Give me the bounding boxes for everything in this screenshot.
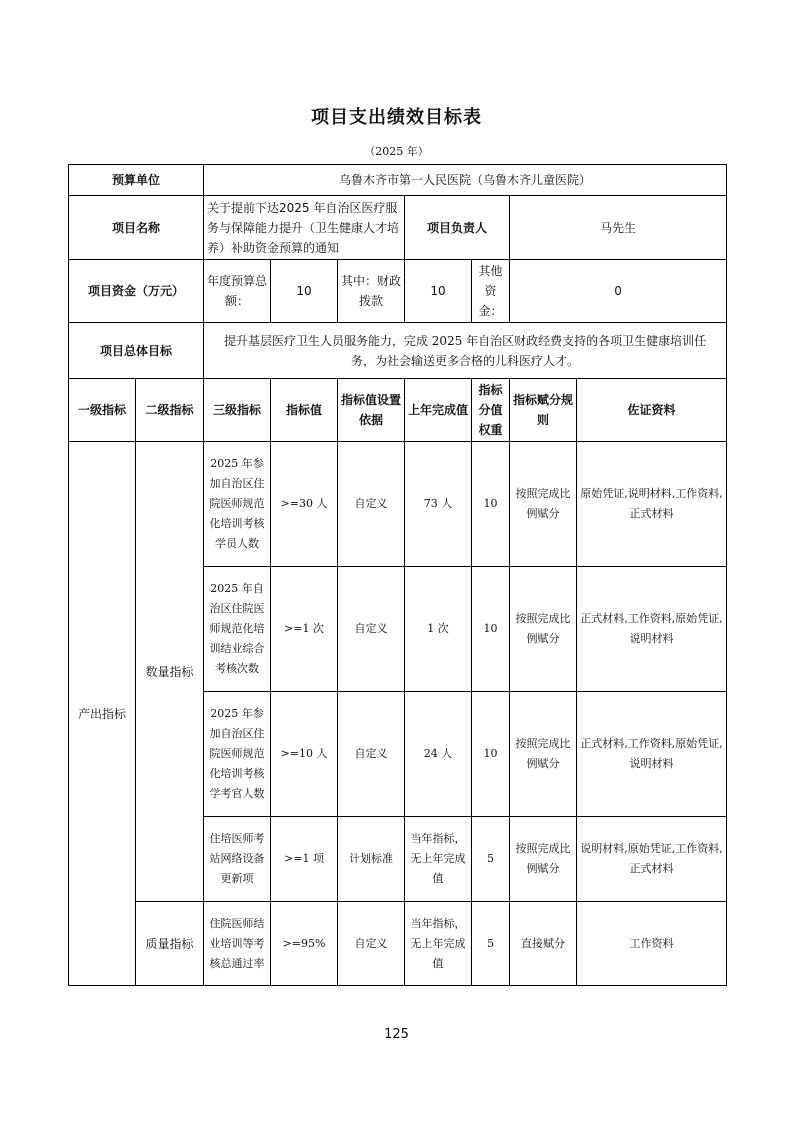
- header-level1: 一级指标: [69, 379, 136, 442]
- indicator-name: 住院医师结业培训等考核总通过率: [204, 902, 271, 986]
- budget-unit-label: 预算单位: [69, 165, 204, 196]
- header-last-year: 上年完成值: [405, 379, 472, 442]
- project-name-value: 关于提前下达2025 年自治区医疗服务与保障能力提升（卫生健康人才培养）补助资金预算的通知: [204, 196, 405, 260]
- indicator-last-year: 73 人: [405, 442, 472, 567]
- indicator-evidence: 正式材料,工作资料,原始凭证,说明材料: [577, 567, 727, 692]
- indicator-value: >=10 人: [271, 692, 338, 817]
- indicator-rule: 按照完成比例赋分: [510, 692, 577, 817]
- header-level2: 二级指标: [136, 379, 204, 442]
- header-value: 指标值: [271, 379, 338, 442]
- indicator-basis: 自定义: [338, 442, 405, 567]
- header-weight: 指标分值权重: [472, 379, 510, 442]
- indicator-basis: 自定义: [338, 567, 405, 692]
- page-title: 项目支出绩效目标表: [311, 107, 482, 128]
- project-leader-value: 马先生: [510, 196, 727, 260]
- indicator-rule: 按照完成比例赋分: [510, 817, 577, 902]
- indicator-name: 2025 年参加自治区住院医师规范化培训考核学考官人数: [204, 692, 271, 817]
- indicator-rule: 按照完成比例赋分: [510, 567, 577, 692]
- fiscal-label: 其中：财政拨款: [338, 260, 405, 323]
- indicator-weight: 10: [472, 567, 510, 692]
- indicator-rule: 直接赋分: [510, 902, 577, 986]
- annual-budget-label: 年度预算总额：: [204, 260, 271, 323]
- indicator-weight: 5: [472, 902, 510, 986]
- indicator-value: >=30 人: [271, 442, 338, 567]
- indicator-name: 住培医师考站网络设备更新项: [204, 817, 271, 902]
- quality-indicator-group: 质量指标: [136, 902, 204, 986]
- project-leader-label: 项目负责人: [405, 196, 510, 260]
- indicator-evidence: 说明材料,原始凭证,工作资料,正式材料: [577, 817, 727, 902]
- indicator-value: >=1 次: [271, 567, 338, 692]
- project-funds-row: [69, 260, 727, 323]
- overall-goal-label: 项目总体目标: [69, 323, 204, 379]
- fiscal-value: 10: [405, 260, 472, 323]
- indicator-rule: 按照完成比例赋分: [510, 442, 577, 567]
- project-name-label: 项目名称: [69, 196, 204, 260]
- indicator-value: >=95%: [271, 902, 338, 986]
- other-funds-value: 0: [510, 260, 727, 323]
- header-basis: 指标值设置依据: [338, 379, 405, 442]
- indicator-last-year: 当年指标，无上年完成值: [405, 902, 472, 986]
- indicator-last-year: 当年指标，无上年完成值: [405, 817, 472, 902]
- indicator-name: 2025 年参加自治区住院医师规范化培训考核学员人数: [204, 442, 271, 567]
- indicator-weight: 10: [472, 442, 510, 567]
- budget-unit-value: 乌鲁木齐市第一人民医院（乌鲁木齐儿童医院）: [204, 165, 727, 196]
- indicator-last-year: 24 人: [405, 692, 472, 817]
- year-label: （2025 年）: [364, 145, 429, 158]
- project-name-row: [69, 196, 727, 260]
- indicator-weight: 10: [472, 692, 510, 817]
- quantity-indicator-group: 数量指标: [136, 442, 204, 902]
- indicator-evidence: 工作资料: [577, 902, 727, 986]
- indicator-name: 2025 年自治区住院医师规范化培训结业综合考核次数: [204, 567, 271, 692]
- overall-goal-row: [69, 323, 727, 379]
- performance-target-table: [68, 164, 727, 986]
- header-row: [69, 379, 727, 442]
- indicator-evidence: 正式材料,工作资料,原始凭证,说明材料: [577, 692, 727, 817]
- indicator-last-year: 1 次: [405, 567, 472, 692]
- indicator-basis: 计划标准: [338, 817, 405, 902]
- indicator-evidence: 原始凭证,说明材料,工作资料,正式材料: [577, 442, 727, 567]
- funds-label: 项目资金（万元）: [69, 260, 204, 323]
- indicator-value: >=1 项: [271, 817, 338, 902]
- page-number: 125: [384, 1027, 409, 1042]
- table-row: [69, 902, 727, 986]
- indicator-basis: 自定义: [338, 902, 405, 986]
- indicator-weight: 5: [472, 817, 510, 902]
- annual-budget-value: 10: [271, 260, 338, 323]
- indicator-basis: 自定义: [338, 692, 405, 817]
- overall-goal-value: 提升基层医疗卫生人员服务能力，完成 2025 年自治区财政经费支持的各项卫生健康培训任务，为社会输送更多合格的儿科医疗人才。: [204, 323, 727, 379]
- table-row: [69, 442, 727, 567]
- header-level3: 三级指标: [204, 379, 271, 442]
- header-rule: 指标赋分规则: [510, 379, 577, 442]
- other-funds-label: 其他资金：: [472, 260, 510, 323]
- header-evidence: 佐证资料: [577, 379, 727, 442]
- output-indicator-group: 产出指标: [69, 442, 136, 986]
- budget-unit-row: [69, 165, 727, 196]
